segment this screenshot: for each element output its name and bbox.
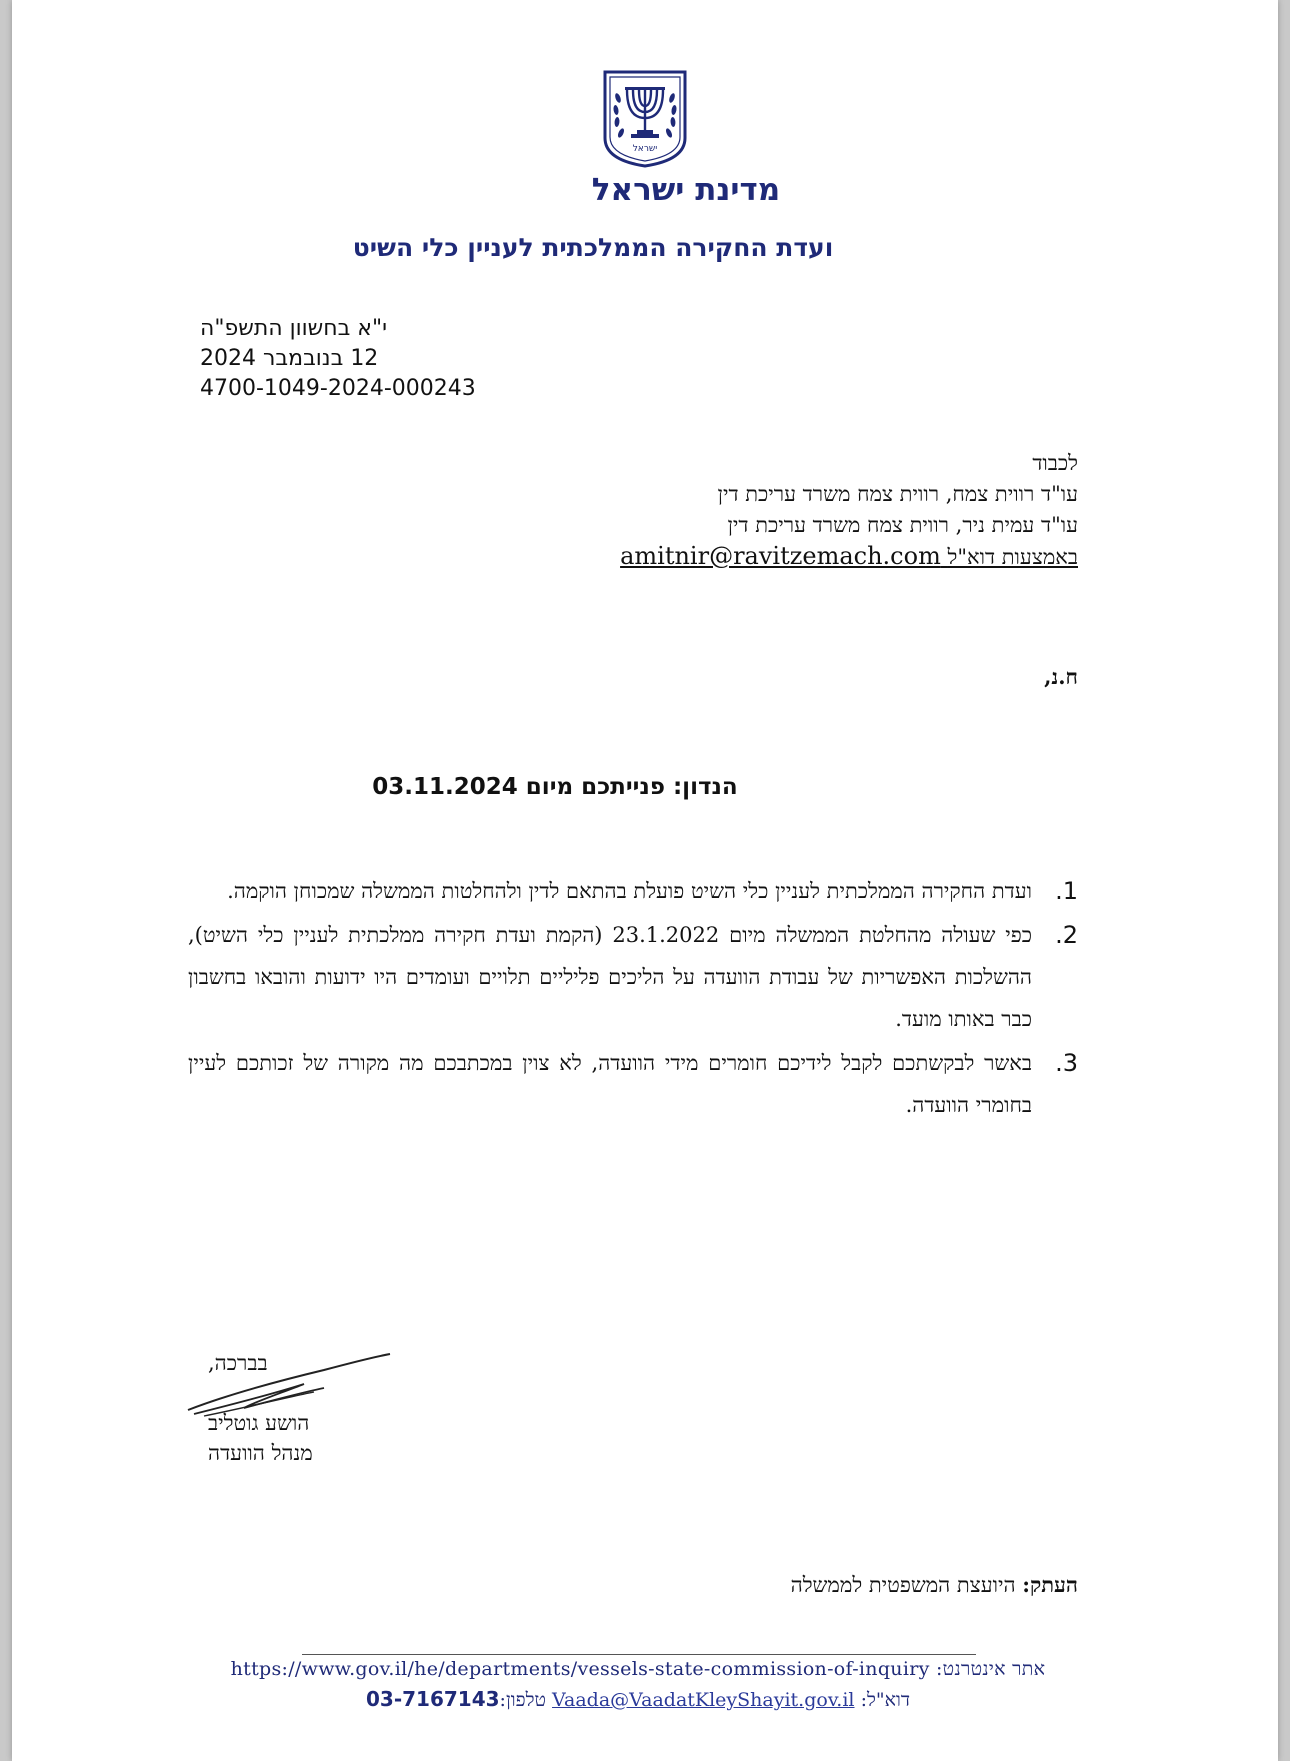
item-number: 2. (1055, 921, 1078, 949)
subject-line (0, 774, 1188, 800)
signer-title: מנהל הוועדה (208, 1441, 313, 1465)
committee-title: ועדת החקירה הממלכתית לעניין כלי השיט (352, 233, 834, 262)
regards: בברכה, (208, 1351, 268, 1375)
state-title: מדינת ישראל (591, 172, 781, 208)
recipient-line-1: עו"ד רווית צמח, רווית צמח משרד עריכת דין (717, 482, 1078, 506)
subject-text: פנייתכם מיום 03.11.2024 (372, 774, 665, 800)
recipient-line-2: עו"ד עמית ניר, רווית צמח משרד עריכת דין (727, 513, 1078, 537)
subject-label: הנדון: (672, 774, 738, 800)
copy-line (791, 1572, 1078, 1598)
greeting: ח.נ, (1044, 664, 1078, 689)
letter-page (12, 0, 1278, 1761)
state-emblem-icon (601, 68, 689, 168)
item-number: 3. (1055, 1049, 1078, 1077)
phone-label: טלפון: (499, 1689, 546, 1711)
handwritten-signature (184, 1352, 394, 1424)
date-block (200, 314, 476, 404)
footer-website (212, 1658, 1064, 1681)
emblem-caption: ישראל (632, 144, 658, 154)
delivery-line (478, 541, 1078, 573)
phone-number[interactable]: 03-7167143 (366, 1687, 500, 1711)
footer-contact (212, 1687, 1064, 1712)
copy-recipient: היועצת המשפטית לממשלה (790, 1573, 1016, 1597)
copy-label: העתק: (1022, 1572, 1078, 1597)
website-label: אתר אינטרנט: (935, 1658, 1046, 1680)
list-item (188, 1042, 1078, 1126)
numbered-items (188, 870, 1078, 1128)
footer-divider (302, 1654, 976, 1655)
delivery-method: באמצעות דוא"ל (947, 545, 1078, 569)
item-text: כפי שעולה מהחלטת הממשלה מיום 23.1.2022 (הקמת ועדת חקירה ממלכתית לעניין כלי השיט), ההשלכות האפשריות של עבודת הוועדה על הליכים פליליים תלויים ועומדים היו ידועות והובאו בחשבון כבר באותו מועד. (188, 923, 1032, 1031)
recipients-block (478, 448, 1078, 573)
recipient-email-link[interactable]: amitnir@ravitzemach.com (620, 542, 941, 570)
item-text: ועדת החקירה הממלכתית לעניין כלי השיט פועלת בהתאם לדין ולהחלטות הממשלה שמכוחן הוקמה. (227, 879, 1032, 903)
reference-number: 4700-1049-2024-000243 (200, 376, 476, 401)
website-link[interactable]: https://www.gov.il/he/departments/vessels-state-commission-of-inquiry (230, 1658, 930, 1680)
hebrew-date: י"א בחשוון התשפ"ה (200, 316, 388, 341)
mail-link[interactable]: Vaada@VaadatKleyShayit.gov.il (552, 1689, 855, 1711)
list-item (188, 870, 1078, 912)
signer-name: הושע גוטליב (208, 1411, 310, 1435)
item-text: באשר לבקשתכם לקבל לידיכם חומרים מידי הוועדה, לא צוין במכתבכם מה מקורה של זכותכם לעיין בחומרי הוועדה. (188, 1051, 1032, 1117)
list-item (188, 914, 1078, 1040)
gregorian-date: 12 בנובמבר 2024 (200, 346, 379, 371)
item-number: 1. (1055, 877, 1078, 905)
mail-label: דוא"ל: (860, 1689, 910, 1711)
salutation: לכבוד (1032, 451, 1078, 475)
